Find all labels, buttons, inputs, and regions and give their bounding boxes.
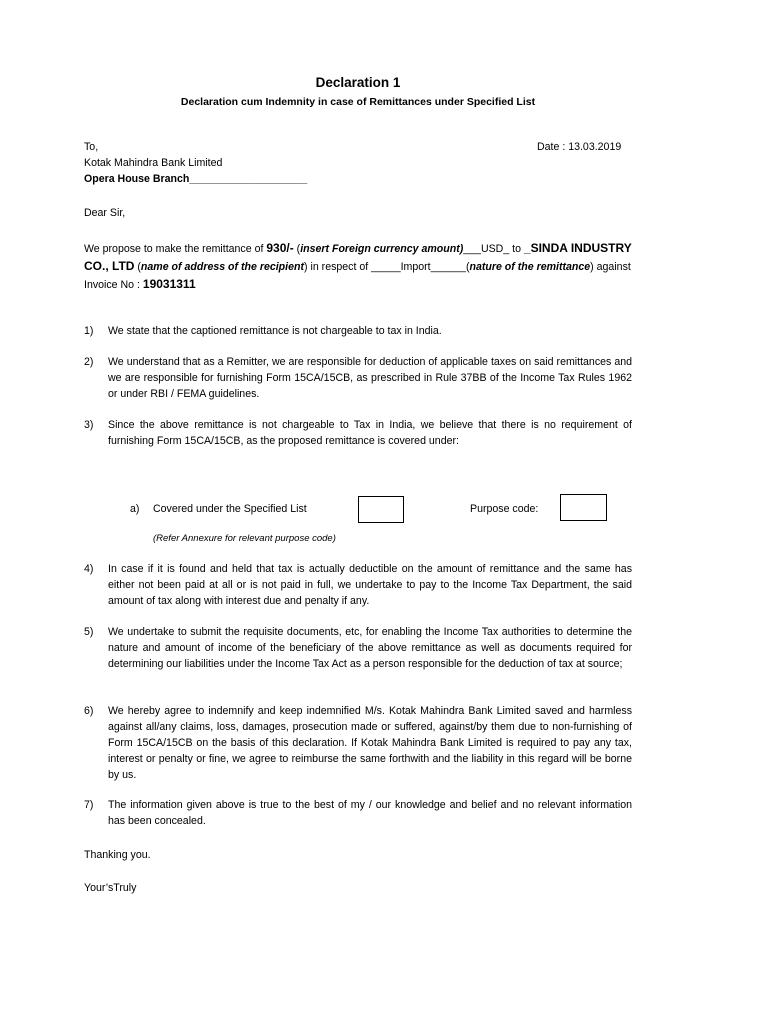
purpose-code-note: (Refer Annexure for relevant purpose code)	[153, 533, 336, 544]
intro-text-4: (	[134, 261, 141, 273]
intro-paragraph	[84, 240, 632, 294]
item-text: The information given above is true to the best of my / our knowledge and belief and no relevant information has been concealed.	[108, 799, 632, 827]
intro-text-2: (	[293, 243, 301, 255]
item-text: Since the above remittance is not chargeable to Tax in India, we believe that there is no requirement of furnishing Form 15CA/15CB, as the proposed remittance is covered under:	[108, 419, 632, 447]
list-item	[84, 797, 632, 829]
closing-signoff: Your’sTruly	[84, 882, 137, 894]
item-text: We understand that as a Remitter, we are responsible for deduction of applicable taxes on said remittances and we are responsible for furnishing Form 15CA/15CB, as prescribed in Rule 37BB of the Income Tax Rules 1962 or under RBI / FEMA guidelines.	[108, 356, 632, 400]
item-number: 4)	[84, 563, 94, 575]
specified-list-box[interactable]	[358, 496, 404, 523]
list-item	[84, 624, 632, 672]
page-subtitle: Declaration cum Indemnity in case of Remittances under Specified List	[180, 96, 536, 108]
purpose-code-box[interactable]	[560, 494, 607, 521]
list-item	[84, 354, 632, 402]
list-item	[84, 323, 632, 339]
specified-list-label: Covered under the Specified List	[153, 503, 307, 515]
item-text: We hereby agree to indemnify and keep indemnified M/s. Kotak Mahindra Bank Limited saved and harmless against all/any claims, loss, damages, prosecution made or suffered, against/by them due to non-furnishing of Form 15CA/15CB on the basis of this declaration. If Kotak Mahindra Bank Limited is required to pay any tax, interest or penalty or fine, we agree to reimburse the same forthwith and the liability in this regard will be borne by us.	[108, 705, 632, 781]
list-item	[84, 561, 632, 609]
recipient-name: _SINDA INDUSTRY CO., LTD	[84, 241, 632, 273]
item-number: 5)	[84, 626, 94, 638]
item-number: 1)	[84, 325, 94, 337]
nature-hint: nature of the remittance	[469, 261, 591, 273]
date-field: Date : 13.03.2019	[537, 141, 622, 153]
intro-text-1: We propose to make the remittance of	[84, 243, 267, 255]
list-item	[84, 417, 632, 449]
intro-text-5: ) in respect of _____Import______(	[304, 261, 470, 273]
address-to: To,	[84, 141, 99, 153]
closing-thanks: Thanking you.	[84, 849, 151, 861]
item-text: We state that the captioned remittance is not chargeable to tax in India.	[108, 325, 442, 337]
amount-hint: insert Foreign currency amount)	[300, 243, 464, 255]
recipient-hint: name of address of the recipient	[140, 261, 304, 273]
invoice-number: 19031311	[142, 277, 196, 291]
list-item	[84, 703, 632, 783]
intro-text-3: ___USD_ to	[463, 243, 524, 255]
item-number: 3)	[84, 419, 94, 431]
item-text: We undertake to submit the requisite documents, etc, for enabling the Income Tax authorities to determine the nature and amount of income of the beneficiary of the above remittance as well as documents required for determining our liabilities under the Income Tax Act as a person responsible for the deduction of tax at source;	[108, 626, 632, 670]
remittance-amount: 930/-	[266, 241, 294, 255]
item-number: 2)	[84, 356, 94, 368]
item-number: 7)	[84, 799, 94, 811]
item-text: In case if it is found and held that tax is actually deductible on the amount of remittance and the same has either not been paid at all or is not paid in full, we undertake to pay to the Income Tax Department, the said amount of tax along with interest due and penalty if any.	[108, 563, 632, 607]
purpose-code-label: Purpose code:	[470, 503, 539, 515]
branch-name: Opera House Branch____________________	[84, 173, 308, 185]
item-number: 6)	[84, 705, 94, 717]
bank-name: Kotak Mahindra Bank Limited	[84, 157, 223, 169]
intro-text-6: ) against Invoice No :	[84, 261, 631, 291]
page-title: Declaration 1	[315, 75, 401, 90]
salutation: Dear Sir,	[84, 207, 126, 219]
specified-letter: a)	[130, 503, 140, 515]
